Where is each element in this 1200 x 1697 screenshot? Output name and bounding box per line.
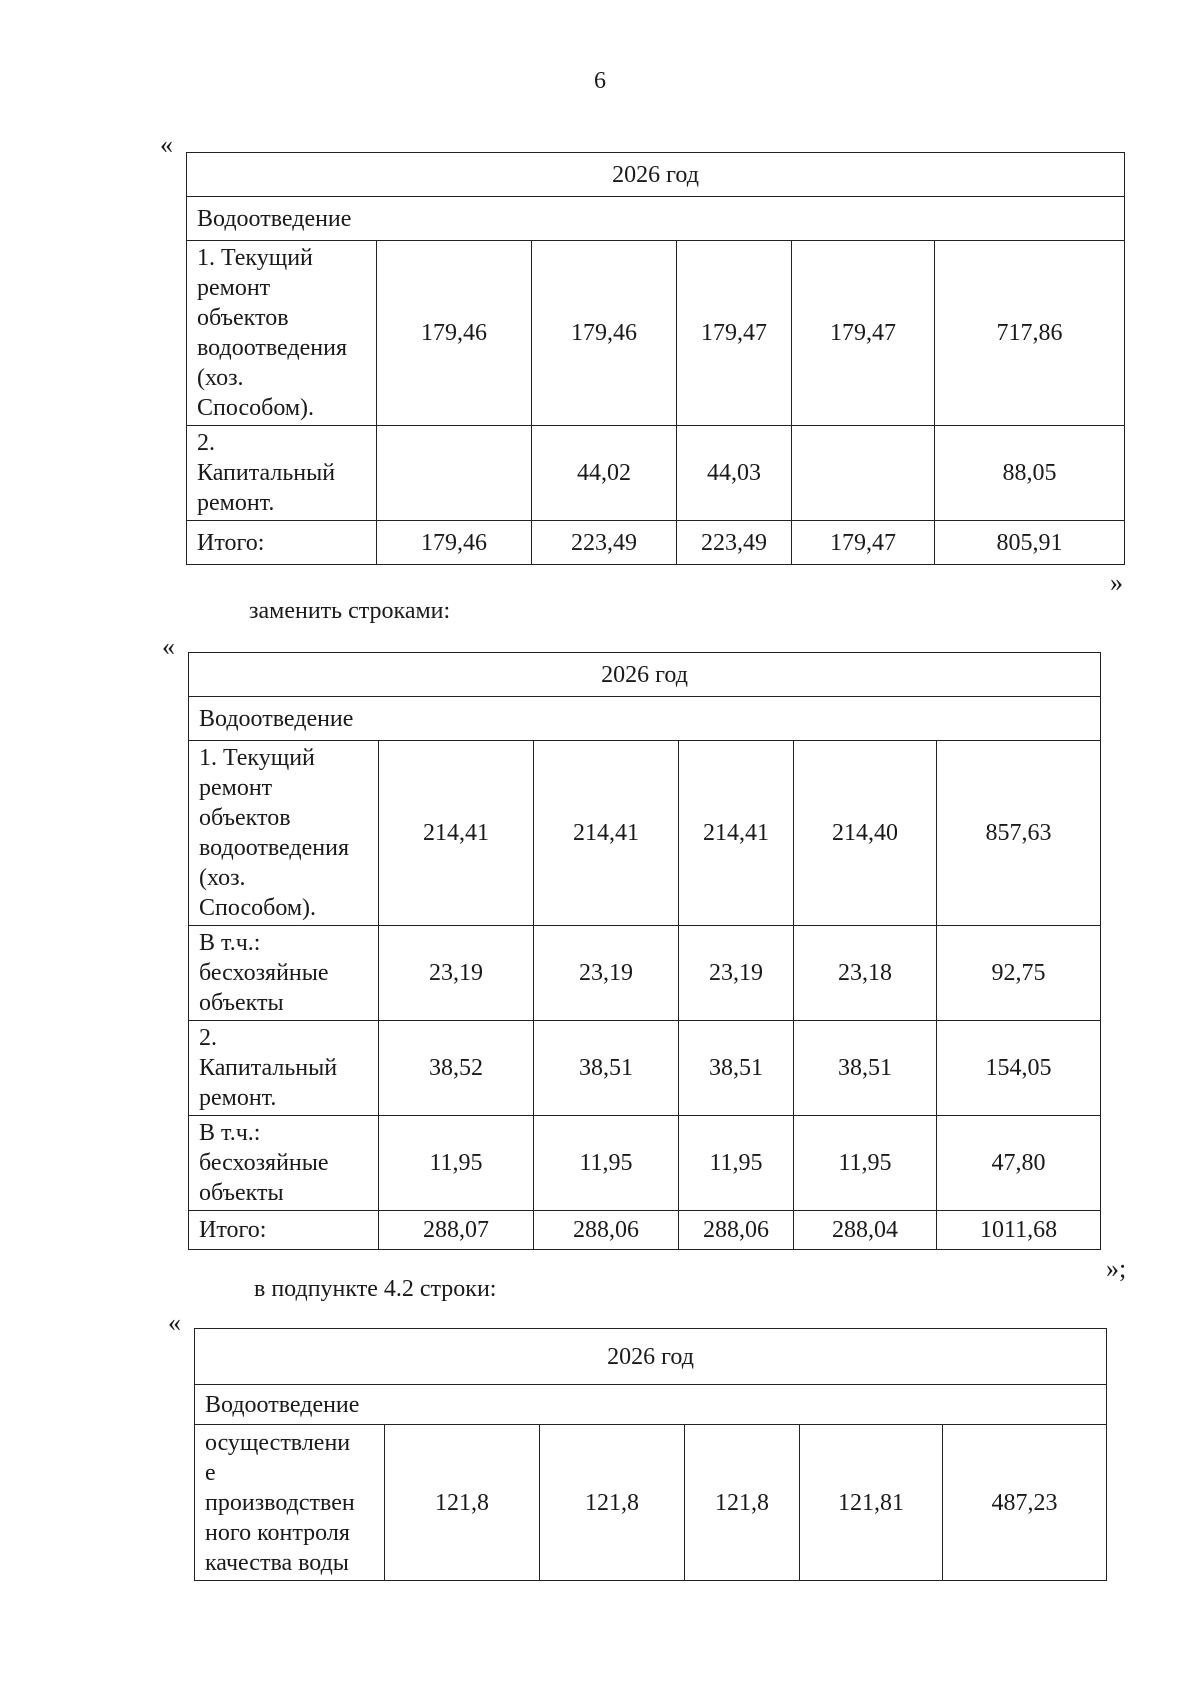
close-quote-2: »; [1106,1254,1127,1283]
cell-value: 288,07 [379,1211,534,1250]
table-row [187,426,1125,521]
cell-value [377,426,532,521]
cell-value: 805,91 [935,521,1125,565]
close-quote-1: » [1110,568,1123,597]
cell-value: 179,46 [532,241,677,426]
cell-value: 11,95 [534,1116,679,1211]
cell-value: 223,49 [532,521,677,565]
cell-value [792,426,935,521]
cell-value: 23,19 [379,926,534,1021]
cell-value: 11,95 [679,1116,794,1211]
cell-value: 717,86 [935,241,1125,426]
cell-value: 121,81 [800,1425,943,1581]
row-label: Итого: [189,1211,379,1250]
cell-value: 44,02 [532,426,677,521]
row-label: В т.ч.: бесхозяйные объекты [189,1116,379,1211]
cell-value: 214,41 [534,741,679,926]
cell-value: 487,23 [943,1425,1107,1581]
row-label: 1. Текущий ремонт объектов водоотведения (хоз. Способом). [187,241,377,426]
open-quote-2: « [162,632,175,661]
row-label: Итого: [187,521,377,565]
cell-value: 47,80 [937,1116,1101,1211]
paragraph-replace: заменить строками: [249,598,451,624]
table-row-total [189,1211,1101,1250]
table3-year-header: 2026 год [195,1329,1107,1385]
cell-value: 11,95 [794,1116,937,1211]
open-quote-3: « [168,1308,181,1337]
cell-value: 857,63 [937,741,1101,926]
table3-section-header: Водоотведение [195,1385,1107,1425]
cell-value: 179,47 [792,241,935,426]
cell-value: 88,05 [935,426,1125,521]
cell-value: 288,04 [794,1211,937,1250]
table-row [189,1116,1101,1211]
cell-value: 288,06 [679,1211,794,1250]
table-subpoint [194,1328,1107,1581]
cell-value: 214,40 [794,741,937,926]
table-row [195,1425,1107,1581]
row-label: 1. Текущий ремонт объектов водоотведения (хоз. Способом). [189,741,379,926]
cell-value: 1011,68 [937,1211,1101,1250]
cell-value: 179,46 [377,521,532,565]
table1-section-header: Водоотведение [187,197,1125,241]
table-replacement [188,652,1101,1250]
cell-value: 121,8 [540,1425,685,1581]
cell-value: 38,51 [679,1021,794,1116]
table-row [189,741,1101,926]
row-label: 2. Капитальный ремонт. [187,426,377,521]
cell-value: 11,95 [379,1116,534,1211]
cell-value: 214,41 [679,741,794,926]
cell-value: 23,18 [794,926,937,1021]
row-label: В т.ч.: бесхозяйные объекты [189,926,379,1021]
table-original [186,152,1125,565]
cell-value: 38,52 [379,1021,534,1116]
cell-value: 23,19 [679,926,794,1021]
cell-value: 223,49 [677,521,792,565]
open-quote-1: « [160,130,173,159]
table2-section-header: Водоотведение [189,697,1101,741]
table-row [189,926,1101,1021]
table-row [189,1021,1101,1116]
cell-value: 179,46 [377,241,532,426]
table-row-total [187,521,1125,565]
cell-value: 121,8 [685,1425,800,1581]
page-number: 6 [594,68,606,94]
row-label: 2. Капитальный ремонт. [189,1021,379,1116]
row-label: осуществлени е производствен ного контроля качества воды [195,1425,385,1581]
cell-value: 179,47 [792,521,935,565]
cell-value: 23,19 [534,926,679,1021]
cell-value: 38,51 [794,1021,937,1116]
cell-value: 288,06 [534,1211,679,1250]
cell-value: 154,05 [937,1021,1101,1116]
cell-value: 92,75 [937,926,1101,1021]
paragraph-subpoint: в подпункте 4.2 строки: [254,1276,497,1302]
cell-value: 38,51 [534,1021,679,1116]
cell-value: 44,03 [677,426,792,521]
table2-year-header: 2026 год [189,653,1101,697]
cell-value: 214,41 [379,741,534,926]
table1-year-header: 2026 год [187,153,1125,197]
table-row [187,241,1125,426]
cell-value: 179,47 [677,241,792,426]
cell-value: 121,8 [385,1425,540,1581]
